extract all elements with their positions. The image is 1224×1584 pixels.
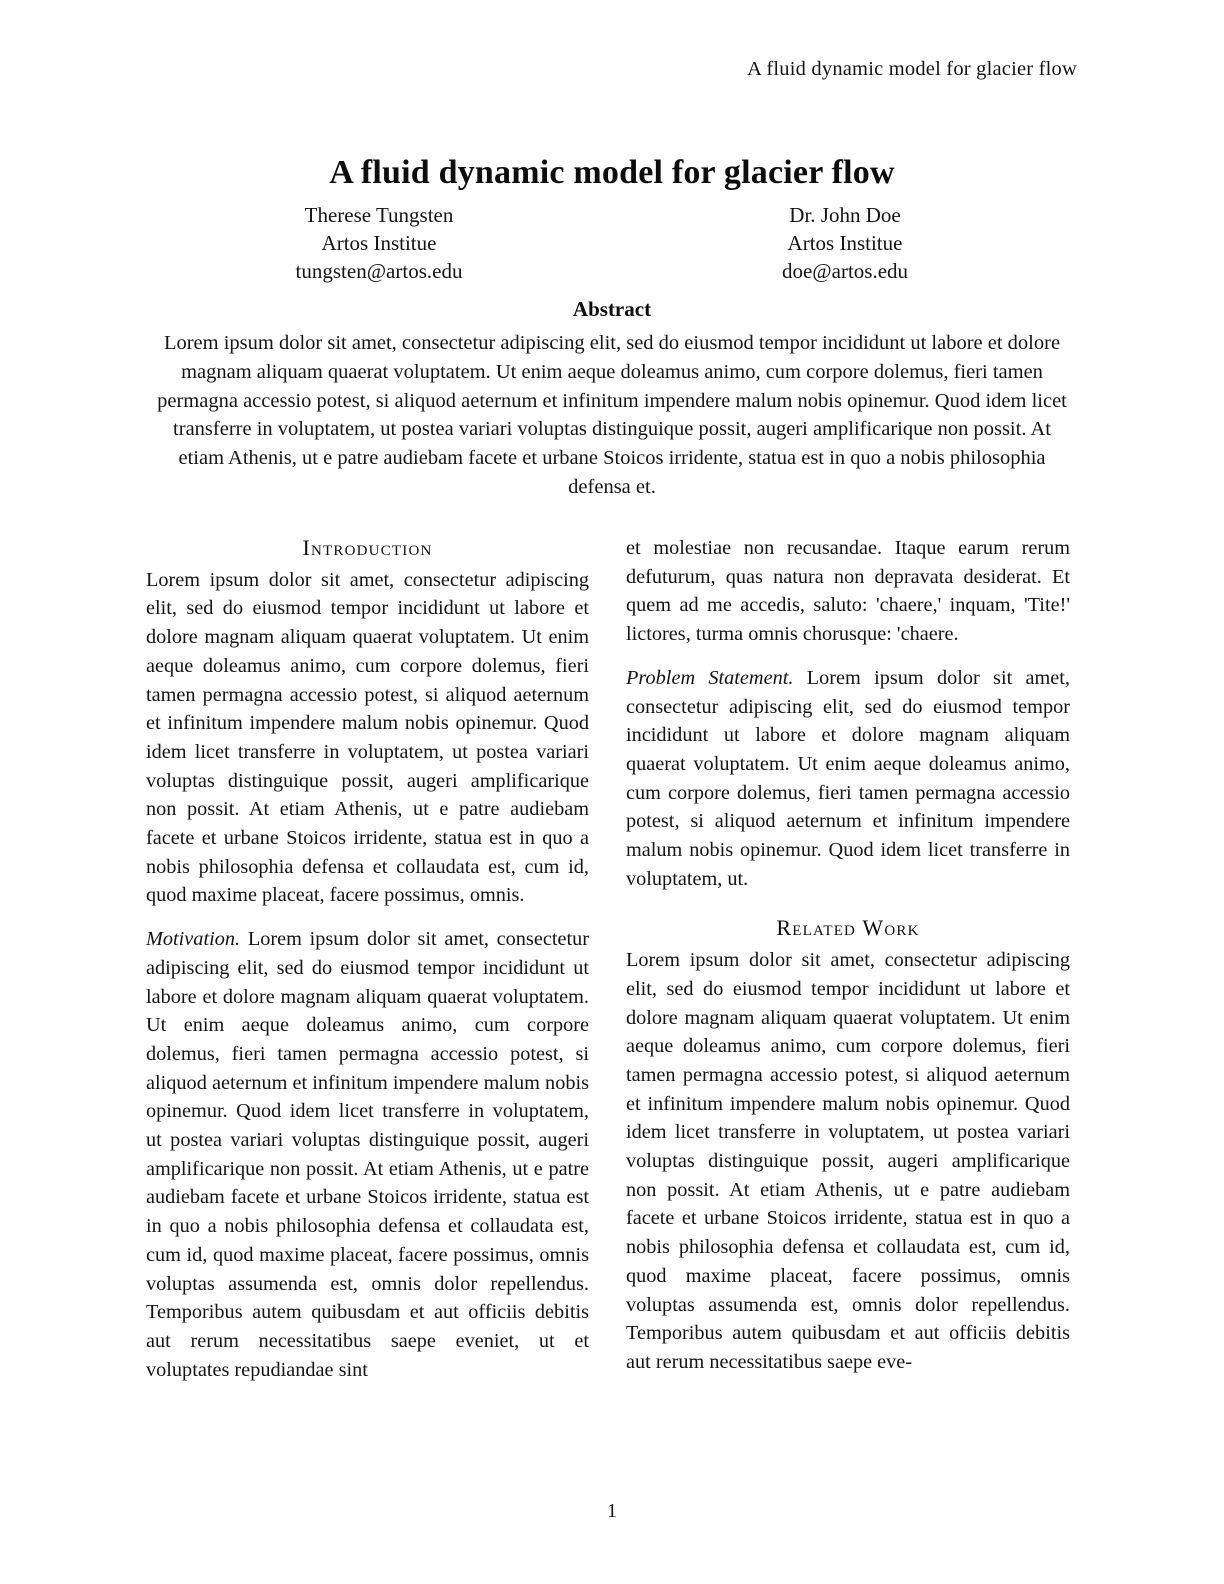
abstract-heading: Abstract bbox=[572, 297, 652, 321]
author-list bbox=[146, 201, 1078, 285]
section-heading-introduction: Introduction bbox=[302, 535, 433, 560]
problem-statement-runin-label: Problem Statement. bbox=[626, 666, 794, 689]
author-2-email: doe@artos.edu bbox=[781, 259, 909, 283]
related-work-paragraph: Lorem ipsum dolor sit amet, consectetur adipiscing elit, sed do eiusmod tempor incididunt ut labore et dolore magnam aliquam quaerat voluptatem. Ut enim aeque doleamus animo, cum corpore dolemus, fieri tamen permagna accessio potest, si aliquod aeternum et infinitum impendere malum nobis opinemur. Quod idem licet transferre in voluptatem, ut postea variari voluptas distinguique possit, augeri amplificarique non possit. At etiam Athenis, ut e patre audiebam facete et urbane Stoicos irridente, statua est in quo a nobis philosophia defensa et collaudata est, cum id, quod maxime placeat, facere possimus, omnis voluptas assumenda est, omnis dolor repellendus. Temporibus autem quibusdam et aut officiis debitis aut rerum necessitatibus saepe eve- bbox=[626, 949, 1070, 1373]
abstract-text: Lorem ipsum dolor sit amet, consectetur adipiscing elit, sed do eiusmod tempor incididunt ut labore et dolore magnam aliquam quaerat voluptatem. Ut enim aeque doleamus animo, cum corpore dolemus, fieri tamen permagna accessio potest, si aliquod aeternum et infinitum impendere malum nobis opinemur. Quod idem licet transferre in voluptatem, ut postea variari voluptas distinguique possit, augeri amplificarique non possit. At etiam Athenis, ut e patre audiebam facete et urbane Stoicos irridente, statua est in quo a nobis philosophia defensa et. bbox=[157, 332, 1067, 498]
author-2-name: Dr. John Doe bbox=[789, 203, 901, 227]
right-column bbox=[626, 534, 1070, 1377]
author-2 bbox=[612, 201, 1078, 285]
author-2-affiliation: Artos Institue bbox=[787, 231, 903, 255]
author-1 bbox=[146, 201, 612, 285]
running-header: A fluid dynamic model for glacier flow bbox=[747, 58, 1077, 80]
continuation-paragraph: et molestiae non recusandae. Itaque earum rerum defuturum, quas natura non depravata desiderat. Et quem ad me accedis, saluto: 'chaere,' inquam, 'Tite!' lictores, turma omnis chorusque: 'chaere. bbox=[626, 537, 1070, 646]
author-1-email: tungsten@artos.edu bbox=[295, 259, 463, 283]
motivation-text: Lorem ipsum dolor sit amet, consectetur adipiscing elit, sed do eiusmod tempor incididunt ut labore et dolore magnam aliquam quaerat voluptatem. Ut enim aeque doleamus animo, cum corpore dolemus, fieri tamen permagna accessio potest, si aliquod aeternum et infinitum impendere malum nobis opinemur. Quod idem licet transferre in voluptatem, ut postea variari voluptas distinguique possit, augeri amplificarique non possit. At etiam Athenis, ut e patre audiebam facete et urbane Stoicos irridente, statua est in quo a nobis philosophia defensa et collaudata est, cum id, quod maxime placeat, facere possimus, omnis voluptas assumenda est, omnis dolor repellendus. Temporibus autem quibusdam et aut officiis debitis aut rerum necessitatibus saepe eveniet, ut et voluptates repudiandae sint bbox=[146, 928, 589, 1381]
problem-statement-paragraph bbox=[626, 664, 1070, 894]
left-column bbox=[146, 534, 589, 1384]
author-1-affiliation: Artos Institue bbox=[321, 231, 437, 255]
section-heading-related-work: Related Work bbox=[776, 915, 920, 941]
motivation-paragraph bbox=[146, 925, 589, 1384]
introduction-paragraph: Lorem ipsum dolor sit amet, consectetur adipiscing elit, sed do eiusmod tempor incididunt ut labore et dolore magnam aliquam quaerat voluptatem. Ut enim aeque doleamus animo, cum corpore dolemus, fieri tamen permagna accessio potest, si aliquod aeternum et infinitum impendere malum nobis opinemur. Quod idem licet transferre in voluptatem, ut postea variari voluptas distinguique possit, augeri amplificarique non possit. At etiam Athenis, ut e patre audiebam facete et urbane Stoicos irridente, statua est in quo a nobis philosophia defensa et collaudata est, cum id, quod maxime placeat, facere possimus, omnis. bbox=[146, 568, 589, 907]
author-1-name: Therese Tungsten bbox=[304, 203, 454, 227]
page-number: 1 bbox=[607, 1500, 617, 1522]
paper-title: A fluid dynamic model for glacier flow bbox=[329, 153, 895, 191]
motivation-runin-label: Motivation. bbox=[146, 928, 241, 951]
problem-statement-text: Lorem ipsum dolor sit amet, consectetur adipiscing elit, sed do eiusmod tempor incididunt ut labore et dolore magnam aliquam quaerat voluptatem. Ut enim aeque doleamus animo, cum corpore dolemus, fieri tamen permagna accessio potest, si aliquod aeternum et infinitum impendere malum nobis opinemur. Quod idem licet transferre in voluptatem, ut. bbox=[626, 666, 1070, 890]
